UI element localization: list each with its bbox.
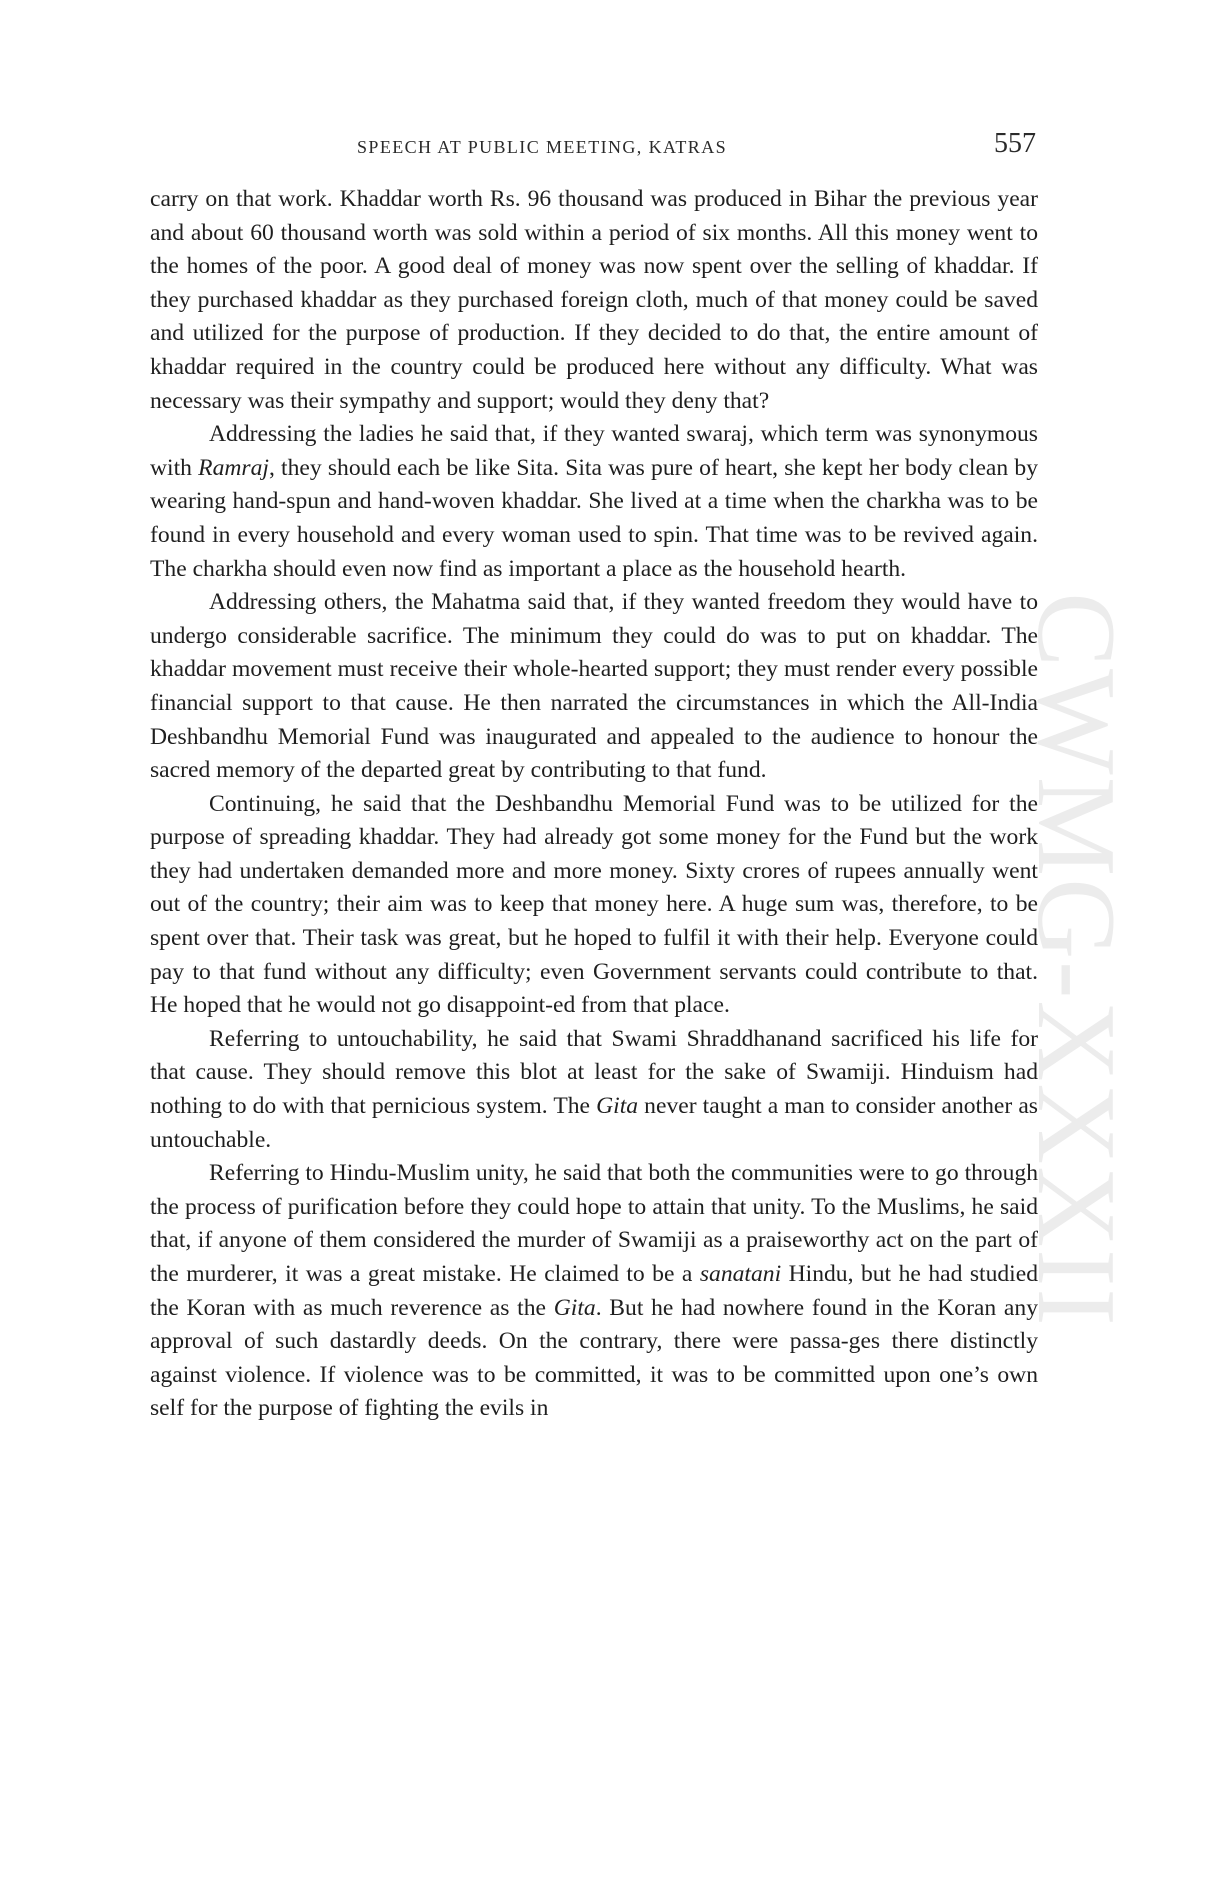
paragraph — [150, 183, 1038, 418]
text-segment: Addressing others, the Mahatma said that, if they wanted freedom they would have to undergo considerable sacrifice. The minimum they could do was to put on khaddar. The khaddar movement must receive their whole-hearted support; they must render every possible financial support to that cause. He then narrated the circumstances in which the All-India Deshbandhu Memorial Fund was inaugurated and appealed to the audience to honour the sacred memory of the departed great by contributing to that fund. — [150, 589, 1038, 784]
watermark-text: CWMG-XXXII — [1013, 592, 1138, 1328]
text-segment: Hindu, but he had studied the Koran with as much reverence as the — [150, 1261, 1039, 1321]
paragraph — [150, 1157, 1038, 1426]
watermark — [1013, 440, 1138, 1480]
text-segment: Addressing the ladies he said that, if they wanted swaraj, which term was synonymous with — [150, 421, 1038, 481]
paragraph — [150, 586, 1038, 788]
text-segment: Referring to untouchability, he said that Swami Shraddhanand sacrificed his life for that cause. They should remove this blot at least for the sake of Swamiji. Hinduism had nothing to do with that pernicious system. The — [150, 1025, 1038, 1120]
italic-text-segment: Ramraj — [198, 454, 269, 481]
paragraph — [150, 788, 1038, 1023]
text-segment: Continuing, he said that the Deshbandhu Memorial Fund was to be utilized for the purpose of spreading khaddar. They had already got some money for the Fund but the work they had undertaken demanded more and more money. Sixty crores of rupees annually went out of the country; their aim was to keep that money here. A huge sum was, therefore, to be spent over that. Their task was great, but he hoped to fulfil it with their help. Everyone could pay to that fund without any difficulty; even Government servants could contribute to that. He hoped that he would not go disappoint-ed from that place. — [150, 790, 1038, 1019]
text-segment: never taught a man to consider another as untouchable. — [150, 1093, 1038, 1153]
page-header — [150, 128, 1038, 168]
paragraph — [150, 1023, 1038, 1157]
italic-text-segment: Gita — [596, 1093, 639, 1120]
text-segment: . But he had nowhere found in the Koran any approval of such dastardly deeds. On the contrary, there were passa-ges there distinctly against violence. If violence was to be committed, it was to be committed upon one’s own self for the purpose of fighting the evils in — [150, 1294, 1038, 1422]
italic-text-segment: sanatani — [699, 1261, 782, 1287]
italic-text-segment: Gita — [553, 1294, 596, 1321]
body-text — [150, 183, 1038, 1426]
text-segment: , they should each be like Sita. Sita was pure of heart, she kept her body clean by wearing hand-spun and hand-woven khaddar. She lived at a time when the charkha was to be found in every household and every woman used to spin. That time was to be revived again. The charkha should even now find as important a place as the household hearth. — [150, 454, 1038, 582]
text-segment: carry on that work. Khaddar worth Rs. 96 thousand was produced in Bihar the previous year and about 60 thousand worth was sold within a period of six months. All this money went to the homes of the poor. A good deal of money was now spent over the selling of khaddar. If they purchased khaddar as they purchased foreign cloth, much of that money could be saved and utilized for the purpose of production. If they decided to do that, the entire amount of khaddar required in the country could be produced here without any difficulty. What was necessary was their sympathy and support; would they deny that? — [150, 186, 1038, 414]
paragraph — [150, 418, 1038, 586]
text-segment: Referring to Hindu-Muslim unity, he said that both the communities were to go through the process of purification before they could hope to attain that unity. To the Muslims, he said that, if anyone of them considered the murder of Swamiji as a praiseworthy act on the part of the murderer, it was a great mistake. He claimed to be a — [150, 1160, 1038, 1287]
page-number: 557 — [994, 128, 1036, 159]
running-head: SPEECH AT PUBLIC MEETING, KATRAS — [357, 137, 728, 157]
